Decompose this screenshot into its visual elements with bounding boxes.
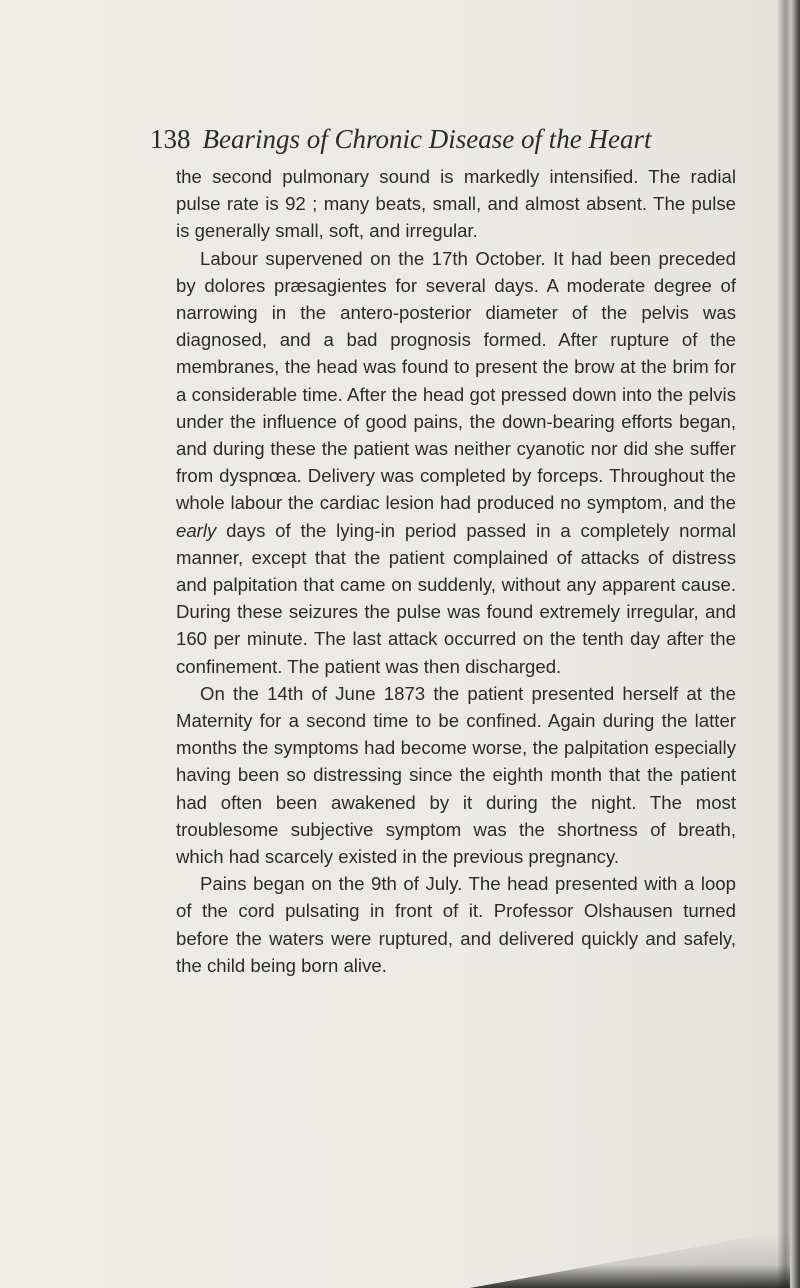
- running-header: [150, 124, 651, 164]
- paragraph-2: [176, 245, 736, 680]
- corner-shadow: [470, 1230, 790, 1288]
- body-text: [176, 163, 736, 979]
- emphasis-early: early: [176, 519, 217, 541]
- page-edge-shadow: [778, 0, 800, 1288]
- page-number: 138: [150, 124, 191, 154]
- paragraph-1: the second pulmonary sound is markedly intensified. The radial pulse rate is 92 ; many beats, small, and almost absent. The pulse is generally small, soft, and irregular.: [176, 166, 736, 242]
- paragraph-2-text-before: Labour supervened on the 17th October. It had been preceded by dolores præsagientes for several days. A moderate degree of narrowing in the antero-posterior diameter of the pelvis was diagnosed, and a bad prognosis formed. After rupture of the membranes, the head was found to present the brow at the brim for a considerable time. After the head got pressed down into the pelvis under the influence of good pains, the down-bearing efforts began, and during these the patient was neither cyanotic nor did she suffer from dyspnœa. Delivery was completed by forceps. Throughout the whole labour the cardiac lesion had produced no symptom, and the: [176, 247, 736, 514]
- paragraph-2-text-after: days of the lying-in period passed in a completely normal manner, except that the patient complained of attacks of distress and palpitation that came on suddenly, without any apparent cause. During these seizures the pulse was found extremely irregular, and 160 per minute. The last attack occurred on the tenth day after the confinement. The patient was then discharged.: [176, 519, 736, 677]
- paragraph-4: Pains began on the 9th of July. The head presented with a loop of the cord pulsating in front of it. Professor Olshausen turned before the waters were ruptured, and delivered quickly and safely, the child being born alive.: [176, 873, 736, 976]
- running-title: Bearings of Chronic Disease of the Heart: [202, 124, 652, 154]
- paragraph-3: On the 14th of June 1873 the patient presented herself at the Maternity for a second time to be confined. Again during the latter months the symptoms had become worse, the palpitation especially having been so distressing since the eighth month that the patient had often been awakened by it during the night. The most troublesome subjective symptom was the shortness of breath, which had scarcely existed in the previous pregnancy.: [176, 682, 736, 868]
